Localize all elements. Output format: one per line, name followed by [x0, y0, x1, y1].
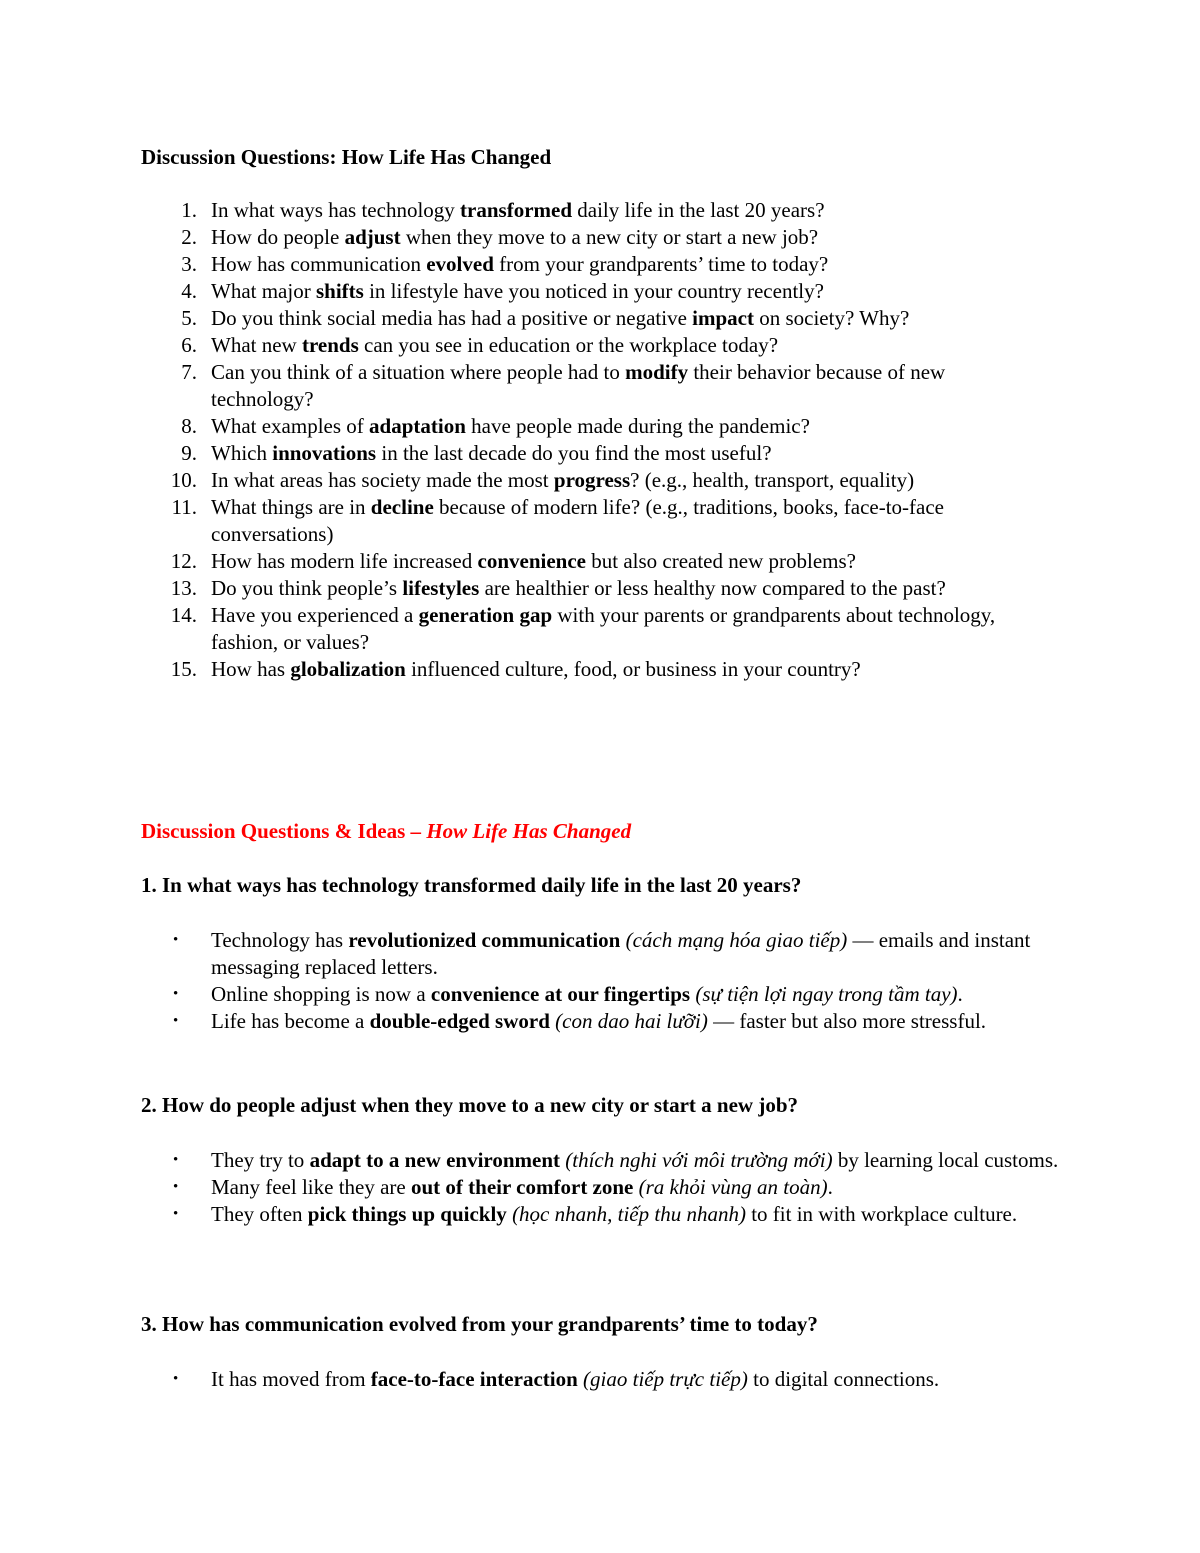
question-keyword: convenience	[477, 549, 586, 573]
question-keyword: generation gap	[418, 603, 553, 627]
question-text: with your parents or grandparents about technology, fashion, or values?	[211, 603, 996, 654]
question-text: What examples of	[211, 414, 370, 438]
question-text: In what ways has technology	[211, 198, 461, 222]
question-text: What new	[211, 333, 302, 357]
question-item	[141, 494, 1041, 548]
question-item	[141, 440, 1041, 467]
idea-text: — emails and instant messaging replaced letters.	[211, 928, 1031, 979]
question-text: daily life in the last 20 years?	[572, 198, 825, 222]
idea-text: Online shopping is now a	[211, 982, 431, 1006]
question-text: their behavior because of new technology?	[211, 360, 946, 411]
question-keyword: transformed	[460, 198, 573, 222]
bullet-icon: •	[173, 1206, 179, 1222]
idea-text: Many feel like they are	[211, 1175, 411, 1199]
idea-keyword: pick things up quickly	[307, 1202, 507, 1226]
idea-gloss: (giao tiếp trực tiếp)	[583, 1367, 748, 1391]
question-text: What things are in	[211, 495, 371, 519]
question-item	[141, 251, 1041, 278]
idea-text: to fit in with workplace culture.	[745, 1202, 1018, 1226]
idea-text: It has moved from	[211, 1367, 371, 1391]
question-item	[141, 602, 1041, 656]
idea-list	[141, 927, 1061, 1035]
question-keyword: modify	[625, 360, 689, 384]
part1-title: Discussion Questions: How Life Has Changed	[141, 145, 552, 169]
question-item	[141, 467, 1041, 494]
idea-keyword: convenience at our fingertips	[430, 982, 691, 1006]
idea-keyword: adapt to a new environment	[309, 1148, 561, 1172]
question-keyword: adaptation	[369, 414, 466, 438]
question-keyword: evolved	[426, 252, 494, 276]
question-text: How do people	[211, 225, 345, 249]
idea-text: .	[957, 982, 963, 1006]
idea-text: They try to	[211, 1148, 310, 1172]
question-text: influenced culture, food, or business in your country?	[405, 657, 861, 681]
question-item	[141, 413, 1041, 440]
idea-list	[141, 1147, 1061, 1228]
idea-section	[141, 872, 1061, 1035]
idea-text: They often	[211, 1202, 308, 1226]
question-item	[141, 332, 1041, 359]
question-number: 7.	[181, 360, 197, 384]
question-list	[141, 197, 1041, 683]
question-text: What major	[211, 279, 316, 303]
question-text: How has modern life increased	[211, 549, 478, 573]
question-text: have people made during the pandemic?	[465, 414, 810, 438]
question-text: when they move to a new city or start a new job?	[400, 225, 819, 249]
question-number: 8.	[181, 414, 197, 438]
question-text: can you see in education or the workplace today?	[358, 333, 779, 357]
idea-text: .	[827, 1175, 833, 1199]
question-number: 1.	[181, 198, 197, 222]
question-keyword: trends	[301, 333, 359, 357]
question-text: from your grandparents’ time to today?	[493, 252, 829, 276]
idea-gloss: (ra khỏi vùng an toàn)	[638, 1175, 828, 1199]
idea-text: — faster but also more stressful.	[707, 1009, 987, 1033]
idea-item	[141, 1366, 1061, 1393]
question-text: In what areas has society made the most	[211, 468, 554, 492]
question-text: on society? Why?	[753, 306, 910, 330]
idea-gloss: (học nhanh, tiếp thu nhanh)	[512, 1202, 746, 1226]
bullet-icon: •	[173, 1371, 179, 1387]
question-item	[141, 197, 1041, 224]
idea-item	[141, 1147, 1061, 1174]
idea-gloss: (cách mạng hóa giao tiếp)	[625, 928, 848, 952]
question-text: Do you think people’s	[211, 576, 403, 600]
part2-title-italic: How Life Has Changed	[426, 819, 632, 843]
question-item	[141, 548, 1041, 575]
question-number: 3.	[181, 252, 197, 276]
question-text: How has communication	[211, 252, 427, 276]
idea-text: to digital connections.	[747, 1367, 940, 1391]
idea-gloss: (thích nghi với môi trường mới)	[565, 1148, 833, 1172]
bullet-icon: •	[173, 932, 179, 948]
idea-item	[141, 1201, 1061, 1228]
part2-title-main: Discussion Questions & Ideas –	[141, 819, 427, 843]
question-text: but also created new problems?	[585, 549, 856, 573]
question-keyword: lifestyles	[402, 576, 480, 600]
idea-keyword: out of their comfort zone	[411, 1175, 634, 1199]
question-keyword: decline	[370, 495, 434, 519]
idea-item	[141, 1174, 1061, 1201]
idea-item	[141, 927, 1061, 981]
question-number: 15.	[170, 657, 197, 681]
question-number: 9.	[181, 441, 197, 465]
question-keyword: innovations	[272, 441, 377, 465]
question-item	[141, 359, 1041, 413]
section-heading: 2. How do people adjust when they move to a new city or start a new job?	[141, 1093, 798, 1117]
question-keyword: impact	[692, 306, 754, 330]
bullet-icon: •	[173, 1013, 179, 1029]
idea-text: Life has become a	[211, 1009, 370, 1033]
question-keyword: shifts	[315, 279, 364, 303]
question-number: 13.	[170, 576, 197, 600]
question-item	[141, 575, 1041, 602]
question-number: 14.	[170, 603, 197, 627]
question-number: 5.	[181, 306, 197, 330]
question-text: because of modern life? (e.g., traditions, books, face-to-face conversations)	[211, 495, 944, 546]
idea-keyword: double-edged sword	[369, 1009, 550, 1033]
question-item	[141, 224, 1041, 251]
question-text: Have you experienced a	[211, 603, 419, 627]
section-heading: 3. How has communication evolved from your grandparents’ time to today?	[141, 1312, 818, 1336]
question-item	[141, 656, 1041, 683]
idea-list	[141, 1366, 1061, 1393]
part2-title	[141, 818, 631, 845]
question-keyword: globalization	[290, 657, 406, 681]
idea-keyword: face-to-face interaction	[370, 1367, 578, 1391]
question-number: 6.	[181, 333, 197, 357]
question-number: 12.	[170, 549, 197, 573]
question-item	[141, 305, 1041, 332]
question-item	[141, 278, 1041, 305]
idea-item	[141, 1008, 1061, 1035]
question-number: 2.	[181, 225, 197, 249]
question-text: Which	[211, 441, 273, 465]
idea-section	[141, 1092, 1061, 1228]
question-text: in the last decade do you find the most useful?	[376, 441, 772, 465]
idea-item	[141, 981, 1061, 1008]
question-text: in lifestyle have you noticed in your country recently?	[363, 279, 824, 303]
bullet-icon: •	[173, 986, 179, 1002]
question-text: Can you think of a situation where people had to	[211, 360, 626, 384]
idea-text: Technology has	[211, 928, 349, 952]
question-keyword: adjust	[344, 225, 401, 249]
question-text: are healthier or less healthy now compared to the past?	[479, 576, 946, 600]
section-heading: 1. In what ways has technology transformed daily life in the last 20 years?	[141, 873, 802, 897]
idea-gloss: (sự tiện lợi ngay trong tầm tay)	[695, 982, 958, 1006]
bullet-icon: •	[173, 1152, 179, 1168]
bullet-icon: •	[173, 1179, 179, 1195]
idea-section	[141, 1311, 1061, 1393]
question-text: ? (e.g., health, transport, equality)	[630, 468, 915, 492]
question-number: 10.	[170, 468, 197, 492]
question-keyword: progress	[553, 468, 631, 492]
question-text: How has	[211, 657, 291, 681]
idea-gloss: (con dao hai lưỡi)	[555, 1009, 708, 1033]
question-number: 11.	[171, 495, 197, 519]
question-text: Do you think social media has had a positive or negative	[211, 306, 693, 330]
idea-keyword: revolutionized communication	[348, 928, 621, 952]
idea-text: by learning local customs.	[832, 1148, 1059, 1172]
question-number: 4.	[181, 279, 197, 303]
